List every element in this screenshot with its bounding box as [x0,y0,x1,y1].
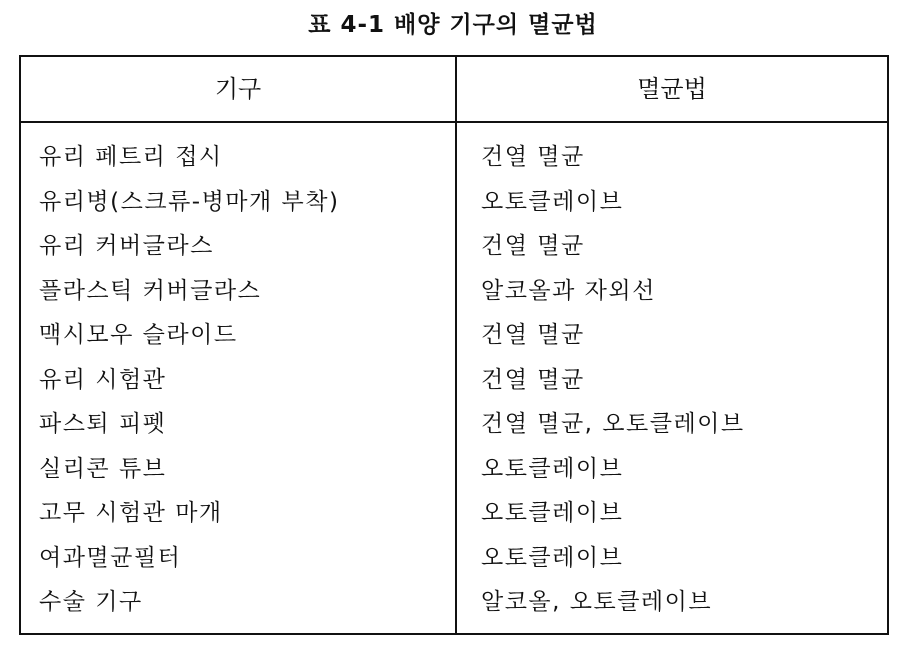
method-cell: 건열 멸균 [481,322,585,348]
method-cell: 건열 멸균 [481,144,585,170]
header-sterilization-method: 멸균법 [637,75,707,103]
method-cell: 오토클레이브 [481,455,624,482]
method-cell: 오토클레이브 [481,188,624,215]
instrument-cell: 수술 기구 [39,589,143,615]
method-cell: 알코올과 자외선 [481,277,656,304]
instrument-cell: 유리 시험관 [39,366,167,393]
instrument-cell: 맥시모우 슬라이드 [39,322,238,348]
instrument-column [39,135,449,625]
header-divider [21,121,887,123]
column-divider [455,57,457,633]
method-column [481,135,881,625]
method-cell: 오토클레이브 [481,544,624,571]
method-cell: 건열 멸균, 오토클레이브 [481,411,745,437]
instrument-cell: 플라스틱 커버글라스 [39,277,262,304]
table-title: 표 4-1 배양 기구의 멸균법 [308,12,598,38]
header-instrument: 기구 [214,75,262,103]
instrument-cell: 유리 커버글라스 [39,233,214,259]
sterilization-table [19,55,889,635]
instrument-cell: 실리콘 튜브 [39,455,167,482]
method-cell: 오토클레이브 [481,500,624,526]
method-cell: 알코올, 오토클레이브 [481,589,713,615]
instrument-cell: 파스퇴 피펫 [39,411,167,437]
instrument-cell: 고무 시험관 마개 [39,500,223,526]
method-cell: 건열 멸균 [481,233,585,259]
instrument-cell: 유리병(스크류-병마개 부착) [39,188,340,215]
method-cell: 건열 멸균 [481,366,585,393]
instrument-cell: 유리 페트리 접시 [39,144,223,170]
instrument-cell: 여과멸균필터 [39,544,182,571]
